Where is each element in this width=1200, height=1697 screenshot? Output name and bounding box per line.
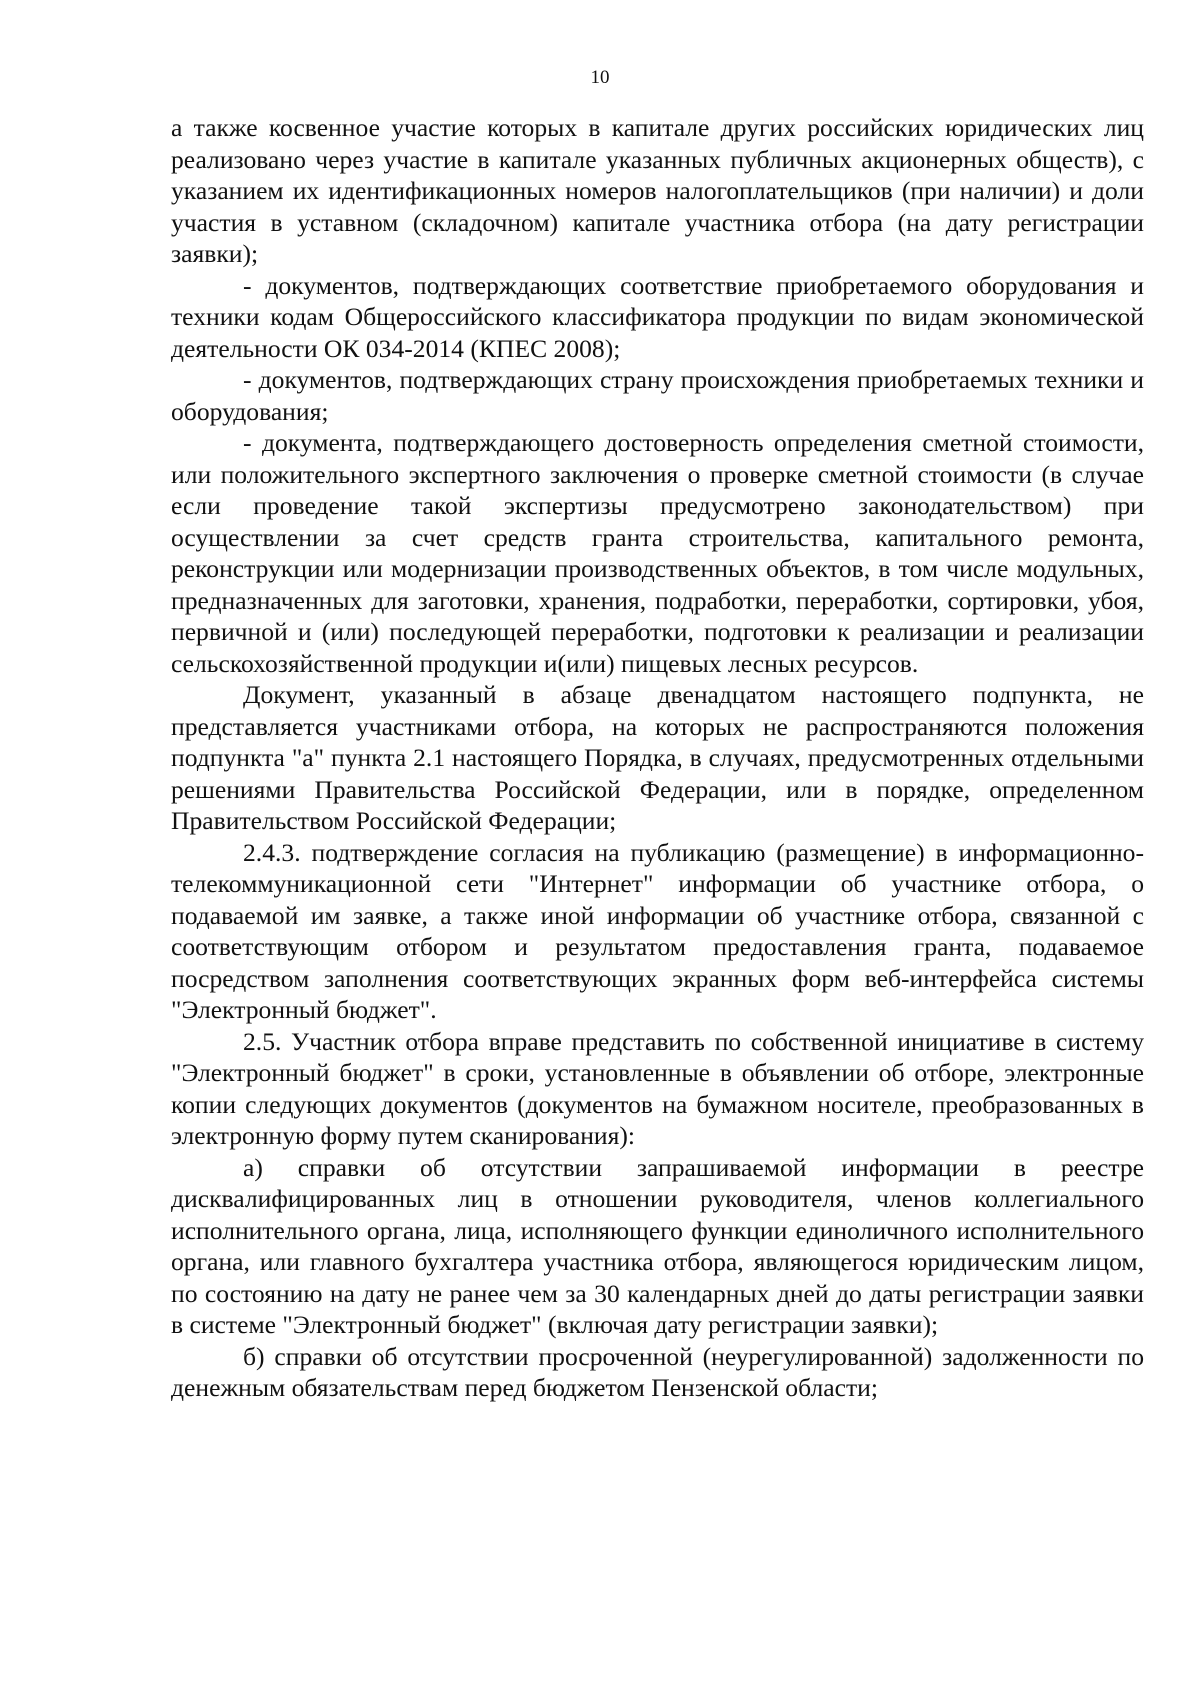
paragraph-list-item: - документов, подтверждающих страну происхождения приобретаемых техники и оборудования; [171,365,1144,426]
paragraph: Документ, указанный в абзаце двенадцатом настоящего подпункта, не представляется участниками отбора, на которых не распространяются положения подпункта "а" пункта 2.1 настоящего Порядка, в случаях, предусмотренных отдельными решениями Правительства Российской Федерации, или в порядке, определенном Правительством Российской Федерации; [171,680,1144,835]
paragraph-clause: 2.4.3. подтверждение согласия на публикацию (размещение) в информационно-телекоммуникационной сети "Интернет" информации об участнике отбора, о подаваемой им заявке, а также иной информации об участнике отбора, связанной с соответствующим отбором и результатом предоставления гранта, подаваемое посредством заполнения соответствующих экранных форм веб-интерфейса системы "Электронный бюджет". [171,837,1144,1024]
paragraph-list-item: - документов, подтверждающих соответствие приобретаемого оборудования и техники кодам Общероссийского классификатора продукции по видам экономической деятельности ОК 034-2014 (КПЕС 2008); [171,270,1144,363]
page-number: 10 [590,67,610,88]
paragraph-continuation: а также косвенное участие которых в капитале других российских юридических лиц реализовано через участие в капитале указанных публичных акционерных обществ), с указанием их идентификационных номеров налогоплательщиков (при наличии) и доли участия в уставном (складочном) капитале участника отбора (на дату регистрации заявки); [171,113,1144,268]
document-body [171,112,1144,1404]
paragraph-subitem: а) справки об отсутствии запрашиваемой информации в реестре дисквалифицированных лиц в отношении руководителя, членов коллегиального исполнительного органа, лица, исполняющего функции единоличного исполнительного органа, или главного бухгалтера участника отбора, являющегося юридическим лицом, по состоянию на дату не ранее чем за 30 календарных дней до даты регистрации заявки в системе "Электронный бюджет" (включая дату регистрации заявки); [171,1152,1144,1339]
paragraph-clause: 2.5. Участник отбора вправе представить по собственной инициативе в систему "Электронный бюджет" в сроки, установленные в объявлении об отборе, электронные копии следующих документов (документов на бумажном носителе, преобразованных в электронную форму путем сканирования): [171,1026,1144,1150]
paragraph-list-item: - документа, подтверждающего достоверность определения сметной стоимости, или положительного экспертного заключения о проверке сметной стоимости (в случае если проведение такой экспертизы предусмотрено законодательством) при осуществлении за счет средств гранта строительства, капитального ремонта, реконструкции или модернизации производственных объектов, в том числе модульных, предназначенных для заготовки, хранения, подработки, переработки, сортировки, убоя, первичной и (или) последующей переработки, подготовки к реализации и реализации сельскохозяйственной продукции и(или) пищевых лесных ресурсов. [171,428,1144,678]
paragraph-subitem: б) справки об отсутствии просроченной (неурегулированной) задолженности по денежным обязательствам перед бюджетом Пензенской области; [171,1341,1144,1402]
